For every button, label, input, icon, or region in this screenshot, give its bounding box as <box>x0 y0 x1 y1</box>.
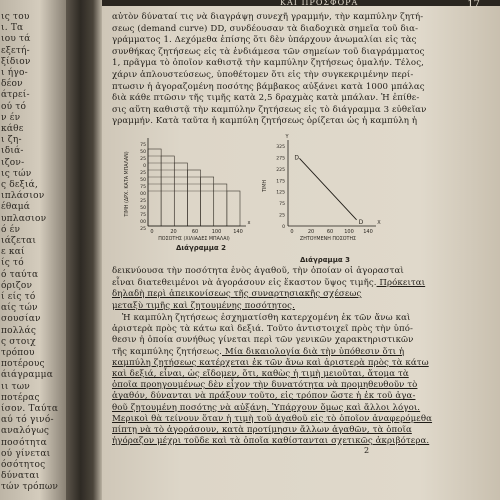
left-page-fragment: τρόπου <box>1 348 35 358</box>
demand-curve-label-end: D <box>358 218 364 226</box>
diagram-2 <box>120 138 254 250</box>
y-tick-label: 25 <box>140 227 146 232</box>
x-tick-label: 0 <box>290 229 294 235</box>
para3-line: πίπτῃ νὰ τὸ ἀγοράσουν, κατὰ προτίμησιν ἄλλων ἀγαθῶν, τὰ ὁποῖα <box>112 425 412 435</box>
para3-line: Ἡ καμπύλη ζητήσεως ἐσχηματίσθη κατερχομένη ἐκ τῶν ἄνω καὶ <box>122 313 411 323</box>
para1-line: σεως (demand curve) DD, συνδέουσαν τὰ διαδοχικὰ σημεῖα τοῦ δια- <box>112 23 419 34</box>
y-tick-label: 275 <box>276 156 285 162</box>
y-tick-label: 75 <box>279 202 285 208</box>
running-head: ΚΑΙ ΠΡΟΣΦΟΡΑ <box>280 0 359 7</box>
right-page <box>102 0 500 500</box>
y-axis-label: ΤΙΜΗ (ΔΡΧ. ΚΑΤΑ ΜΠΑΛΑΝ) <box>125 151 130 217</box>
diagram-2-caption: Διάγραμμα 2 <box>176 244 226 252</box>
x-axis-label: ΖΗΤΟΥΜΕΝΗ ΠΟΣΟΤΗΣ <box>299 237 357 242</box>
left-page-fragment: ι ήγο- <box>1 68 28 78</box>
bar <box>148 149 161 226</box>
x-tick-label: 140 <box>233 229 243 235</box>
left-page-fragment: δύναται <box>1 471 40 482</box>
left-page-fragment: ις του <box>1 12 30 22</box>
footer-number: 2 <box>364 446 370 455</box>
left-page-fragment: ι ζη- <box>1 135 22 146</box>
left-page-fragment: υπλασιον <box>1 213 47 224</box>
left-page-fragment: ού γίνεται <box>1 448 51 459</box>
para1-line: γράμματος 1. Δεχόμεθα ἐπίσης ὅτι δὲν ὑπάρχουν ἀνωμαλίαι εἰς τὰς <box>112 35 417 46</box>
left-page-fragment: ό ταύτα <box>1 269 39 280</box>
para3-line: θεσιν ἡ ὁποία συνήθως γίνεται περὶ τῶν γενικῶν χαρακτηριστικῶν <box>112 335 414 346</box>
left-page-fragment: ίς τό <box>1 258 24 269</box>
para3-line: ὁποῖα προηγουμένως δὲν εἶχον τὴν δυνατότητα νὰ προμηθευθοῦν τὸ <box>112 380 418 391</box>
y-tick-label: 0 <box>143 164 146 169</box>
left-page-fragment: αίς τών <box>1 303 38 314</box>
para3-line: ἠγόραζον μέχρι τοῦδε καὶ τὰ ὁποῖα καθίστανται σχετικῶς ἀκριβότερα. <box>112 436 430 447</box>
diagram-2-svg <box>120 138 254 250</box>
y-tick-label: 25 <box>140 157 146 162</box>
x-tick-label: 0 <box>150 229 154 235</box>
x-tick-label: 60 <box>326 229 334 235</box>
left-page-fragment: ξίδιον <box>1 56 31 67</box>
para2-line: δηλαδὴ περὶ ἀπεικονίσεως τῆς συναρτησιακῆς σχέσεως <box>112 289 362 300</box>
y-tick-label: 125 <box>276 190 285 196</box>
page-number: 17 <box>467 0 480 10</box>
para2-line: δεικνύουσα τὴν ποσότητα ἑνὸς ἀγαθοῦ, τὴν ὁποίαν οἱ ἀγορασταὶ <box>112 266 404 276</box>
y-axis-label: ΤΙΜΗ <box>263 179 268 193</box>
y-axis-end-label: Υ <box>285 134 289 140</box>
y-tick-label: 325 <box>276 145 285 150</box>
left-page-fragment: πολλάς <box>1 325 37 336</box>
para1-line: χάριν ἁπλουστεύσεως, ὑποθέτομεν ὅτι εἰς τὴν συγκεκριμένην περί- <box>112 70 414 80</box>
diagram-3-caption: Διάγραμμα 3 <box>300 256 350 264</box>
bar <box>187 170 200 226</box>
left-facing-page <box>0 0 66 500</box>
demand-curve-label-start: D <box>294 154 300 162</box>
left-page-fragment: ιάζεται <box>1 236 37 246</box>
demand-line <box>299 158 356 220</box>
y-tick-label: 50 <box>140 150 146 155</box>
left-page-fragment: ιου τά <box>1 34 31 45</box>
left-page-fragment: ιδιά- <box>1 146 24 157</box>
para3-line: καμπύλη ζητήσεως κατέρχεται ἐκ τῶν ἄνω καὶ ἀριστερὰ πρὸς τὰ κάτω <box>112 357 429 368</box>
diagram-3 <box>258 134 388 250</box>
left-page-fragment: ε καί <box>1 247 25 258</box>
x-tick-label: 140 <box>363 229 373 235</box>
y-tick-label: 00 <box>140 220 146 225</box>
left-page-fragment: ιι των <box>1 381 30 392</box>
y-tick-label: 75 <box>140 213 146 218</box>
para3-line: ἀριστερὰ πρὸς τὰ κάτω καὶ δεξιά. Τοῦτο ἀντιστοιχεῖ πρὸς τὴν ὑπό- <box>112 324 414 335</box>
para3-line: Μερικοὶ θὰ τείνουν ὅταν ἡ τιμὴ τοῦ ἀγαθοῦ εἰς τὸ ὁποῖον ἀναφερόμεθα <box>112 413 433 424</box>
left-page-fragment: αύ τό γινό- <box>1 415 54 426</box>
y-tick-label: 75 <box>140 143 146 148</box>
para3-line: ἀγαθόν, δύνανται νὰ πράξουν τοῦτο, εἰς τρόπον ὥστε ἡ ἐκ τοῦ ἀγα- <box>112 391 416 402</box>
bar <box>214 184 227 226</box>
left-page-fragment: ν έν <box>1 112 21 123</box>
x-axis-label: ΠΟΣΟΤΗΣ (ΧΙΛΙΑΔΕΣ ΜΠΑΛΑΙ) <box>158 237 230 242</box>
left-page-fragment: ί είς τό <box>1 292 36 302</box>
left-page-fragment: ιζον- <box>1 157 25 168</box>
y-tick-label: 75 <box>140 185 146 190</box>
y-tick-label: 50 <box>140 178 146 183</box>
para1-line: συνθήκας ζητήσεως εἰς τὰ ἐνδιάμεσα τῶν σημείων τοῦ διαγράμματος <box>112 46 425 57</box>
left-page-fragment: άτρεί- <box>1 90 30 101</box>
left-page-fragment: τών τρόπων <box>1 482 59 493</box>
x-tick-label: 100 <box>344 229 354 235</box>
para1-line: σις αὕτη καθιστᾷ τὴν καμπύλην ζητήσεως εἰς τὸ διάγραμμα 3 εὐθεῖαν <box>112 104 427 115</box>
x-axis-end-label: Χ <box>377 220 381 226</box>
bar <box>227 191 240 226</box>
left-page-fragment: ίσον. Ταύτα <box>1 404 59 414</box>
left-page-fragment: ού τό <box>1 101 27 112</box>
para1-line: διὰ κάθε πτῶσιν τῆς τιμῆς κατὰ 2,5 δραχμὰς κατὰ μπάλαν. Ἡ ἐπίθε- <box>112 93 420 104</box>
paragraph-3-inline-phrase: Μία δικαιολογία διὰ τὴν ὑπόθεσιν ὅτι ἡ <box>222 346 405 357</box>
left-page-fragment: δέον <box>1 79 23 90</box>
left-page-fragment: όσότητος <box>1 460 46 470</box>
para1-line: αὐτὸν δύναταί τις νὰ διαγράψῃ συνεχῆ γραμμήν, τὴν καμπύλην ζητή- <box>112 12 424 22</box>
x-tick-label: 20 <box>170 229 177 235</box>
left-page-fragment: ς δεξιά, <box>1 180 39 190</box>
paragraph-2-inline-phrase: Πρόκειται <box>376 277 426 288</box>
left-page-fragment: εξετή- <box>1 45 30 56</box>
left-page-fragment: ς στοιχ <box>1 336 36 347</box>
y-tick-label: 50 <box>140 206 146 211</box>
left-page-fragment: κάθε <box>1 124 24 134</box>
left-page-fragment: ποτέρους <box>1 359 45 370</box>
para2-line: εἶναι διατεθειμένοι νὰ ἀγοράσουν εἰς ἕκαστον ὕψος τιμῆς. Πρόκειται <box>112 277 426 288</box>
para3-line: τῆς καμπύλης ζητήσεως. Μία δικαιολογία διὰ τὴν ὑπόθεσιν ὅτι ἡ <box>112 346 405 357</box>
left-page-fragment: ποτέρας <box>1 392 40 403</box>
left-page-fragment: ις τών <box>1 168 32 179</box>
bar <box>174 163 187 226</box>
y-tick-label: 175 <box>276 179 285 185</box>
left-page-fragment: άιάγραμμα <box>1 370 54 381</box>
left-page-fragment: όριζον <box>1 280 33 291</box>
para1-line: πτωσιν ἡ ἀγοραζομένη ποσότης βάμβακος αὐξάνει κατὰ 1000 μπάλας <box>112 81 425 92</box>
para2-line: μεταξὺ τιμῆς καὶ ζητουμένης ποσότητος. <box>112 300 295 311</box>
diagram-3-svg <box>258 134 388 250</box>
y-tick-label: 00 <box>140 192 146 197</box>
para1-line: γραμμήν. Κατὰ ταῦτα ἡ καμπύλη ζητήσεως ὁρίζεται ὡς ἡ καμπύλη ἡ <box>112 116 418 127</box>
left-page-fragment: ποσότητα <box>1 437 47 448</box>
y-tick-label: 0 <box>282 225 285 230</box>
left-page-fragment: ι. Τα <box>1 23 24 34</box>
bar <box>201 177 214 226</box>
left-page-fragment: αναλόγως <box>1 426 50 437</box>
para1-line: 1, πρᾶγμα τὸ ὁποῖον καθιστᾷ τὴν καμπύλην ζητήσεως ὁμαλήν. Τέλος, <box>112 58 424 69</box>
x-axis-end-label: x <box>247 220 251 226</box>
para3-line: θοῦ ζητουμένη ποσότης νὰ αὐξάνῃ. Ὑπάρχουν ὅμως καὶ ἄλλοι λόγοι. <box>112 402 421 413</box>
x-tick-label: 20 <box>307 229 315 235</box>
x-tick-label: 100 <box>211 229 222 235</box>
y-tick-label: 25 <box>140 171 146 176</box>
y-tick-label: 225 <box>276 167 285 173</box>
x-tick-label: 60 <box>191 229 199 235</box>
left-page-fragment: έθαμά <box>1 202 31 213</box>
para3-line: καὶ δεξιά, εἶναι, ὡς εἴδομεν, ὅτι, καθὼς ἡ τιμὴ μειοῦται, ἄτομα τὰ <box>112 369 409 379</box>
left-page-fragment: ιπλάσιον <box>1 191 45 202</box>
book-gutter <box>66 0 102 500</box>
y-tick-label: 25 <box>140 199 146 204</box>
left-page-fragment: σουσίαν <box>1 314 41 325</box>
y-tick-label: 25 <box>279 213 285 219</box>
left-page-fragment: ό έν <box>1 224 21 235</box>
